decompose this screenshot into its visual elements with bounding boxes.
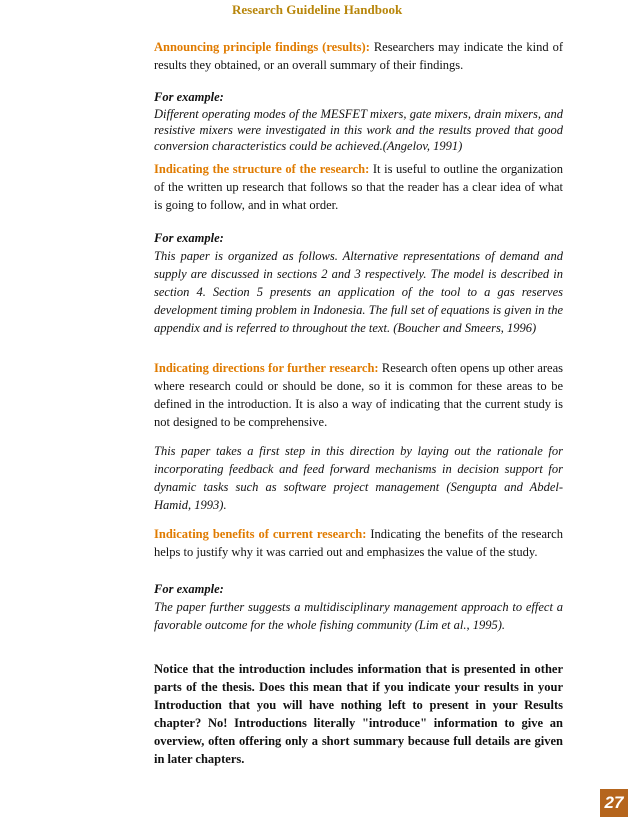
section-text: Indicating the benefits of the research helps to justify why it was carried out and emphasizes the value of the study.: [154, 527, 563, 559]
example-1: [154, 88, 563, 154]
example-heading: For example:: [154, 90, 224, 104]
example-text: Different operating modes of the MESFET mixers, gate mixers, drain mixers, and resistive mixers were investigated in this work and the results proved that good conversion characteristics could be achieved.(Angelov, 1991): [154, 107, 563, 153]
example-text: This paper takes a first step in this direction by laying out the rationale for incorporating feedback and feed forward mechanisms in decision support for dynamic tasks such as software project management (Sengupta and Abdel-Hamid, 1993).: [154, 444, 563, 512]
section-further-research: [154, 359, 563, 431]
section-label: Indicating benefits of current research:: [154, 527, 367, 541]
notice-paragraph: Notice that the introduction includes information that is presented in other parts of the thesis. Does this mean that if you indicate your results in your Introduction that you will have nothing left to present in your Results chapter? No! Introductions literally "introduce" information to give an overview, often offering only a short summary because full details are given in later chapters.: [154, 662, 563, 766]
example-3: [154, 442, 563, 514]
example-heading: For example:: [154, 582, 224, 596]
section-benefits: [154, 525, 563, 561]
example-2: [154, 229, 563, 337]
section-text: Researchers may indicate the kind of results they obtained, or an overall summary of their findings.: [154, 40, 564, 72]
example-text: The paper further suggests a multidisciplinary management approach to effect a favorable outcome for the whole fishing community (Lim et al., 1995).: [154, 600, 563, 632]
page-header-title: Research Guideline Handbook: [232, 2, 403, 17]
example-heading: For example:: [154, 231, 224, 245]
section-text: It is useful to outline the organization of the written up research that follows so that the reader has a clear idea of what is going to follow, and in what order.: [154, 162, 563, 212]
section-principle-findings: [154, 38, 563, 74]
section-label: Announcing principle findings (results):: [154, 40, 370, 54]
section-label: Indicating directions for further research:: [154, 361, 379, 375]
page-number: 27: [600, 789, 628, 817]
example-text: This paper is organized as follows. Alternative representations of demand and supply are discussed in sections 2 and 3 respectively. The model is described in section 4. Section 5 presents an application of the tool to a gas reserves development timing problem in Indonesia. The full set of equations is given in the appendix and is referred to throughout the text. (Boucher and Smeers, 1996): [154, 249, 563, 335]
example-4: [154, 580, 563, 634]
section-structure: [154, 160, 563, 214]
section-label: Indicating the structure of the research:: [154, 162, 370, 176]
section-text: Research often opens up other areas where research could or should be done, so it is common for these areas to be defined in the introduction. It is also a way of indicating that the current study is not designed to be comprehensive.: [154, 361, 563, 429]
